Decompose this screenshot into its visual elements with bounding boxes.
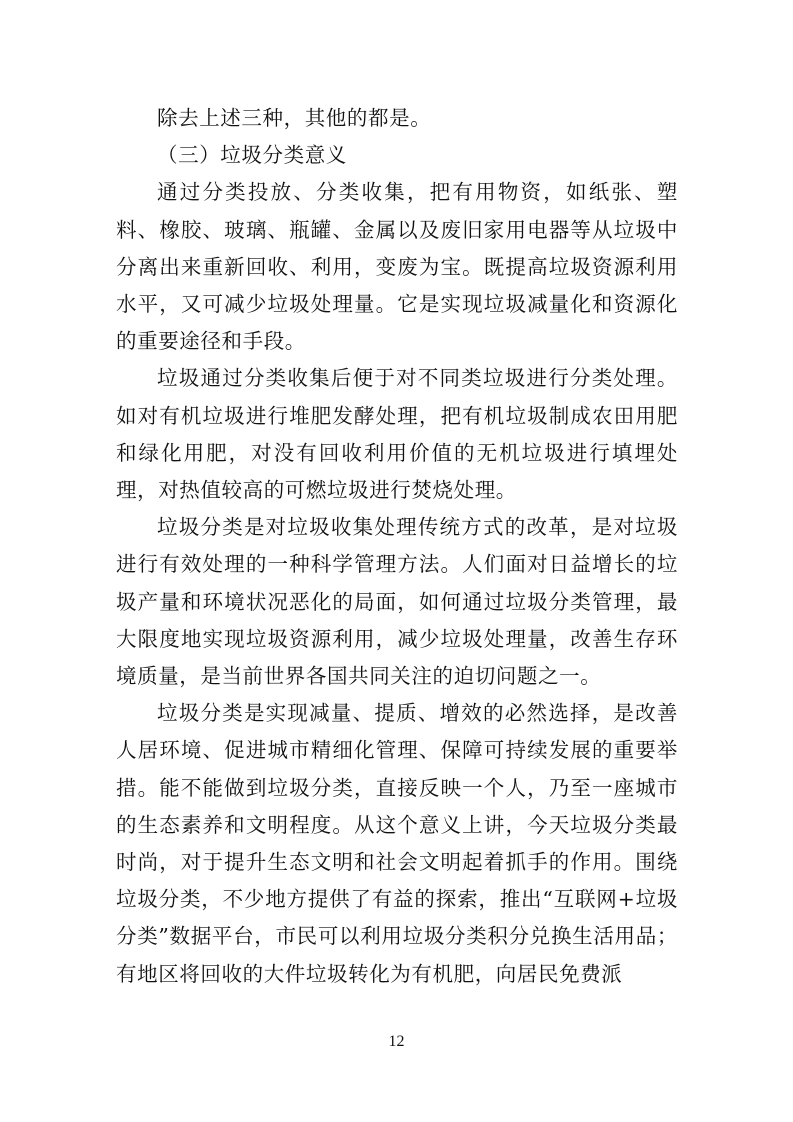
section-heading: （三）垃圾分类意义 (157, 143, 347, 168)
paragraph-processing: 垃圾通过分类收集后便于对不同类垃圾进行分类处理。如对有机垃圾进行堆肥发酵处理，把有机垃圾制成农田用肥和绿化用肥，对没有回收利用价值的无机垃圾进行填埋处理，对热值较高的可燃垃圾进行焚烧处理。 (116, 366, 678, 503)
body-text (116, 100, 678, 993)
paragraph-reform: 垃圾分类是对垃圾收集处理传统方式的改革，是对垃圾进行有效处理的一种科学管理方法。人们面对日益增长的垃圾产量和环境状况恶化的局面，如何通过垃圾分类管理，最大限度地实现垃圾资源利用，减少垃圾处理量，改善生存环境质量，是当前世界各国共同关注的迫切问题之一。 (116, 515, 678, 689)
paragraph-significance: 垃圾分类是实现减量、提质、增效的必然选择，是改善人居环境、促进城市精细化管理、保障可持续发展的重要举措。能不能做到垃圾分类，直接反映一个人，乃至一座城市的生态素养和文明程度。从这个意义上讲，今天垃圾分类最时尚，对于提升生态文明和社会文明起着抓手的作用。围绕垃圾分类，不少地方提供了有益的探索，推出“互联网+垃圾分类”数据平台，市民可以利用垃圾分类积分兑换生活用品；有地区将回收的大件垃圾转化为有机肥，向居民免费派 (116, 701, 678, 986)
page-number: 12 (388, 1033, 405, 1050)
paragraph-recycling: 通过分类投放、分类收集，把有用物资，如纸张、塑料、橡胶、玻璃、瓶罐、金属以及废旧家用电器等从垃圾中分离出来重新回收、利用，变废为宝。既提高垃圾资源利用水平，又可减少垃圾处理量。它是实现垃圾减量化和资源化的重要途径和手段。 (116, 180, 678, 354)
paragraph-intro-closing: 除去上述三种，其他的都是。 (157, 106, 432, 130)
